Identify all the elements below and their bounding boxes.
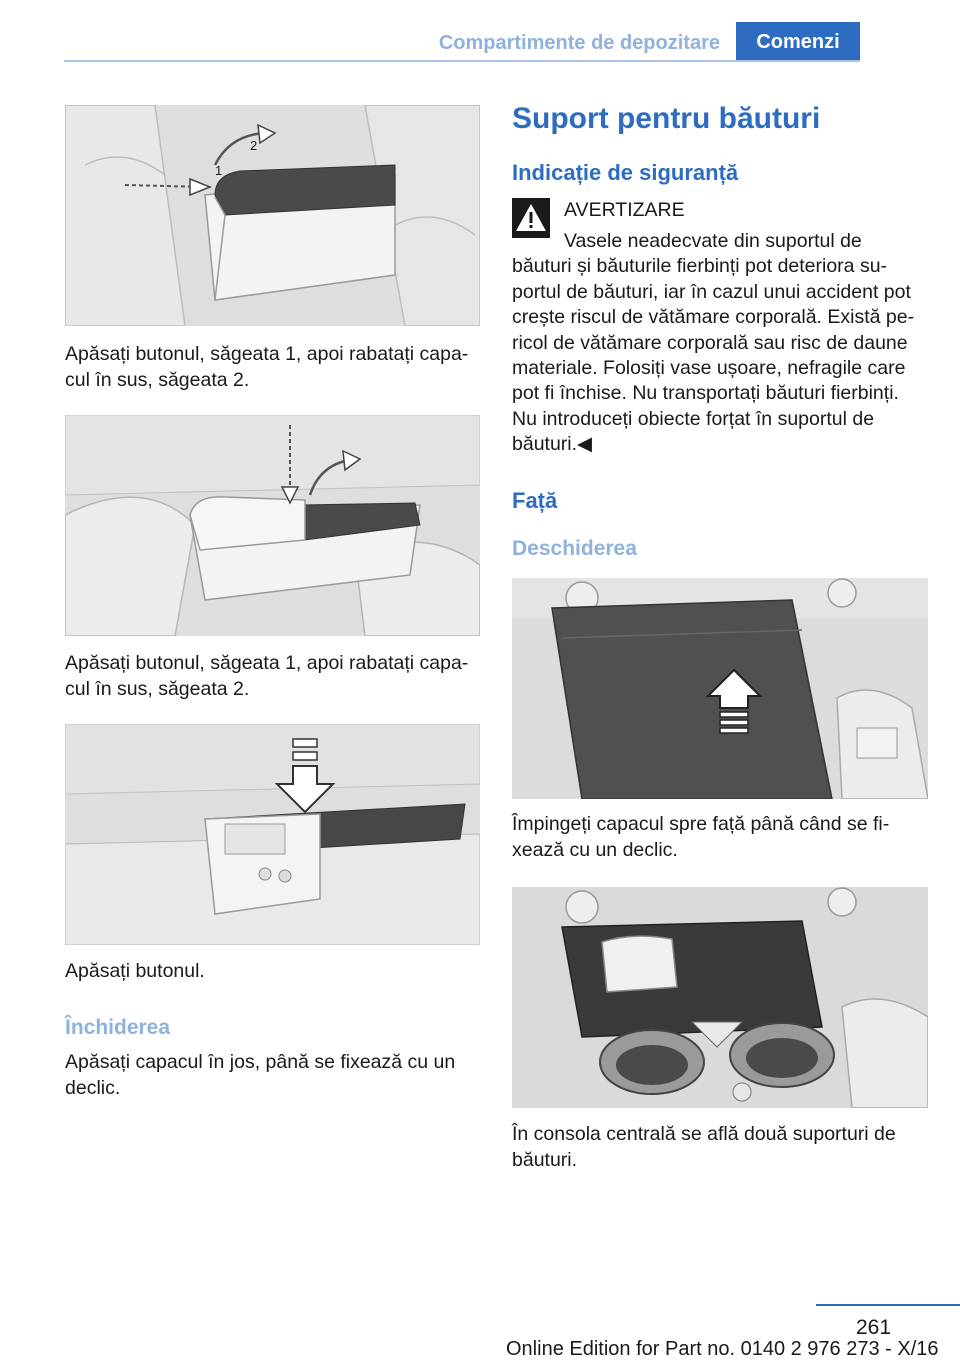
warning-line: băuturi.◀ — [512, 433, 593, 456]
warning-line: pot fi închise. Nu transportați băuturi fierbinți. — [512, 382, 899, 405]
caption-4-line-2: xează cu un declic. — [512, 839, 678, 861]
warning-label: AVERTIZARE — [564, 199, 685, 221]
edition-note: Online Edition for Part no. 0140 2 976 273 - X/16 — [506, 1338, 939, 1360]
closing-text — [65, 1049, 485, 1101]
caption-figure-1 — [65, 341, 485, 393]
warning-line: Nu introduceți obiecte forțat în suportul de — [512, 407, 875, 430]
caption-figure-4 — [512, 811, 932, 863]
footer-divider — [816, 1304, 960, 1306]
caption-2-line-1: Apăsați butonul, săgeata 1, apoi rabatați capa- — [65, 652, 469, 674]
figure-armrest-button — [65, 724, 480, 945]
header-divider — [64, 60, 860, 62]
figure-cupholders-open — [512, 887, 928, 1108]
caption-5-line-1: În consola centrală se află două suporturi de — [512, 1123, 896, 1145]
caption-5-line-2: băuturi. — [512, 1149, 578, 1171]
caption-figure-3: Apăsați butonul. — [65, 960, 205, 982]
warning-line: băuturi și băuturile fierbinți pot deteriora su- — [512, 255, 888, 278]
figure-cupholder-cover — [512, 578, 928, 799]
page-title: Suport pentru băuturi — [512, 102, 821, 135]
warning-line: materiale. Folosiți vase ușoare, nefragile care — [512, 357, 906, 380]
caption-2-line-2: cul în sus, săgeata 2. — [65, 678, 250, 700]
closing-heading: Închiderea — [65, 1016, 171, 1039]
opening-heading: Deschiderea — [512, 537, 637, 560]
safety-heading: Indicație de siguranță — [512, 160, 739, 185]
arrow-label-1: 1 — [215, 163, 223, 178]
front-heading: Față — [512, 488, 558, 513]
warning-line: Vasele neadecvate din suportul de — [564, 230, 862, 252]
caption-4-line-1: Împingeți capacul spre față până când se fi- — [512, 813, 890, 835]
page-number: 261 — [856, 1316, 892, 1339]
caption-1-line-1: Apăsați butonul, săgeata 1, apoi rabatați capa- — [65, 343, 469, 365]
warning-text — [512, 229, 930, 458]
caption-1-line-2: cul în sus, săgeata 2. — [65, 369, 250, 391]
figure-armrest-open-2 — [65, 415, 480, 636]
warning-line: ricol de vătămare corporală sau risc de daune — [512, 331, 908, 354]
caption-figure-2 — [65, 650, 485, 702]
closing-text-line-2: declic. — [65, 1077, 121, 1099]
figure-armrest-open-1 — [65, 105, 480, 326]
header-section-title: Compartimente de depozitare — [438, 32, 720, 54]
warning-line: crește riscul de vătămare corporală. Există pe- — [512, 306, 915, 329]
arrow-label-2: 2 — [250, 138, 258, 153]
caption-figure-5 — [512, 1121, 932, 1173]
header-chapter-tab[interactable]: Comenzi — [736, 22, 860, 62]
warning-line: portul de băuturi, iar în cazul unui accident pot — [512, 280, 911, 303]
closing-text-line-1: Apăsați capacul în jos, până se fixează cu un — [65, 1051, 456, 1073]
